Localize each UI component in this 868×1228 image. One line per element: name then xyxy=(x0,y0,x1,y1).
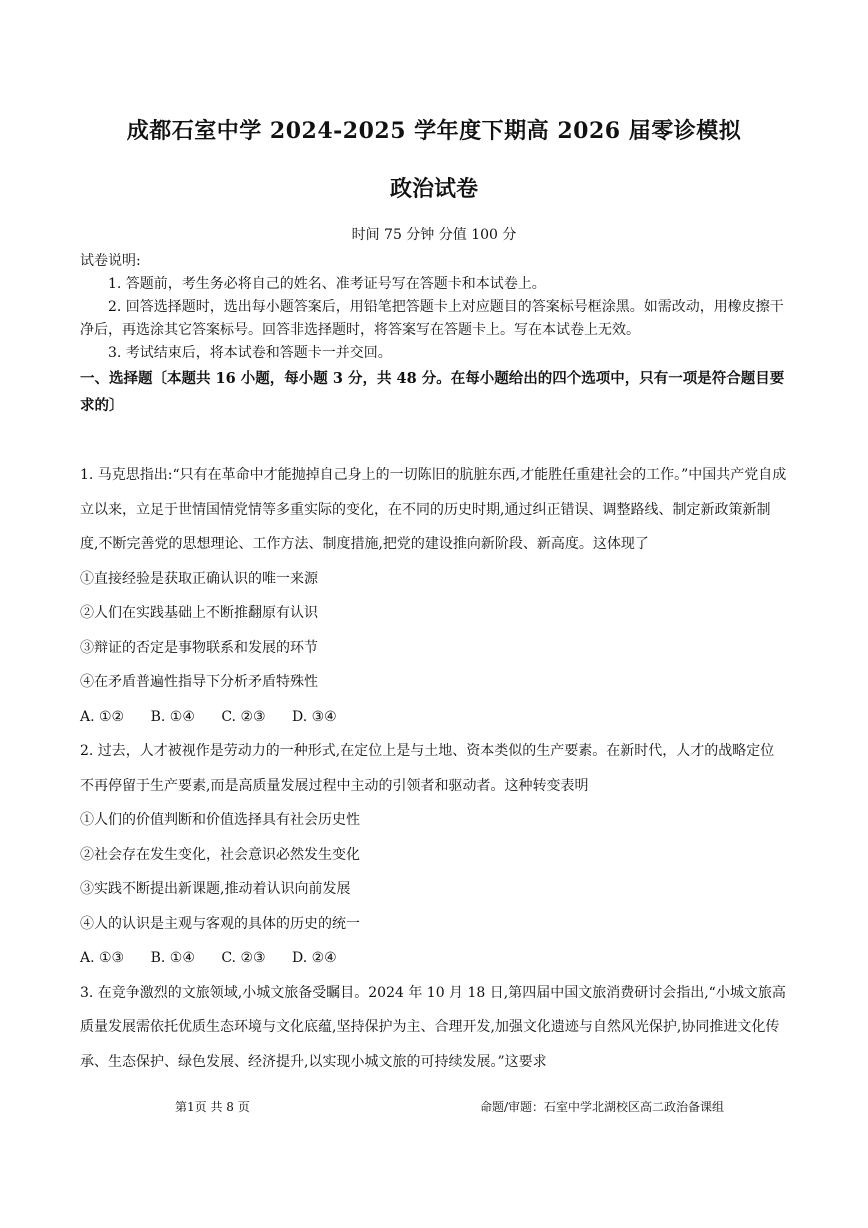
instruction-item-2: 2. 回答选择题时，选出每小题答案后，用铅笔把答题卡上对应题目的答案标号框涂黑。如需改动，用橡皮擦干净后，再选涂其它答案标号。回答非选择题时，将答案写在答题卡上。写在本试卷上无效。 xyxy=(80,299,784,338)
instruction-item-3: 3. 考试结束后，将本试卷和答题卡一并交回。 xyxy=(108,345,392,361)
question-stem: 3. 在竞争激烈的文旅领域,小城文旅备受瞩目。2024 年 10 月 18 日,第四届中国文旅消费研讨会指出,“小城文旅高质量发展需依托优质生态环境与文化底蕴,坚持保护为主、合理开发,加强文化遗迹与自然风光保护,协同推进文化传承、生态保护、绿色发展、经济提升,以实现小城文旅的可持续发展。”这要求 xyxy=(80,984,786,1070)
question-2 xyxy=(80,734,788,976)
question-3 xyxy=(80,976,788,1080)
question-option: ④人的认识是主观与客观的具体的历史的统一 xyxy=(80,915,360,932)
question-option: ②社会存在发生变化，社会意识必然发生变化 xyxy=(80,846,360,863)
question-list xyxy=(80,458,788,1079)
question-stem: 2. 过去，人才被视作是劳动力的一种形式,在定位上是与土地、资本类似的生产要素。在新时代，人才的战略定位不再停留于生产要素,而是高质量发展过程中主动的引领者和驱动者。这种转变表明 xyxy=(80,743,775,794)
section-heading: 一、选择题〔本题共 16 小题，每小题 3 分，共 48 分。在每小题给出的四个选项中，只有一项是符合题目要求的〕 xyxy=(80,370,785,414)
answer-choice-c: C. ②③ xyxy=(221,708,266,725)
answer-choice-b: B. ①④ xyxy=(150,950,195,966)
answer-choice-b: B. ①④ xyxy=(150,708,195,725)
exam-subtitle: 政治试卷 xyxy=(389,176,478,202)
instruction-item-1: 1. 答题前，考生务必将自己的姓名、准考证号写在答题卡和本试卷上。 xyxy=(108,276,546,292)
answer-choice-a: A. ①③ xyxy=(80,950,125,966)
answer-choices xyxy=(80,941,788,976)
question-option: ③辩证的否定是事物联系和发展的环节 xyxy=(80,639,318,656)
question-option: ②人们在实践基础上不断推翻原有认识 xyxy=(80,605,318,621)
question-option: ④在矛盾普遍性指导下分析矛盾特殊性 xyxy=(80,674,318,690)
answer-choice-a: A. ①② xyxy=(80,708,125,725)
exam-title: 成都石室中学 2024-2025 学年度下期高 2026 届零诊模拟 xyxy=(126,118,742,144)
answer-choice-d: D. ③④ xyxy=(292,708,337,725)
exam-meta: 时间 75 分钟 分值 100 分 xyxy=(351,227,517,243)
question-option: ①人们的价值判断和价值选择具有社会历史性 xyxy=(80,812,360,828)
answer-choice-c: C. ②③ xyxy=(221,950,266,966)
question-option: ③实践不断提出新课题,推动着认识向前发展 xyxy=(80,881,351,897)
answer-choice-d: D. ②④ xyxy=(292,950,337,966)
question-stem: 1. 马克思指出:“只有在革命中才能抛掉自己身上的一切陈旧的肮脏东西,才能胜任重建社会的工作。”中国共产党自成立以来，立足于世情国情党情等多重实际的变化，在不同的历史时期,通过纠正错误、调整路线、制定新政策新制度,不断完善党的思想理论、工作方法、制度措施,把党的建设推向新阶段、新高度。这体现了 xyxy=(80,467,787,552)
question-option: ①直接经验是获取正确认识的唯一来源 xyxy=(80,570,318,587)
footer-author: 命题/审题：石室中学北湖校区高二政治备课组 xyxy=(480,1100,725,1114)
question-1 xyxy=(80,458,788,734)
instructions xyxy=(80,250,788,419)
footer-page-number: 第1页 共 8 页 xyxy=(175,1100,250,1114)
instructions-heading: 试卷说明: xyxy=(80,253,141,269)
answer-choices xyxy=(80,700,788,735)
